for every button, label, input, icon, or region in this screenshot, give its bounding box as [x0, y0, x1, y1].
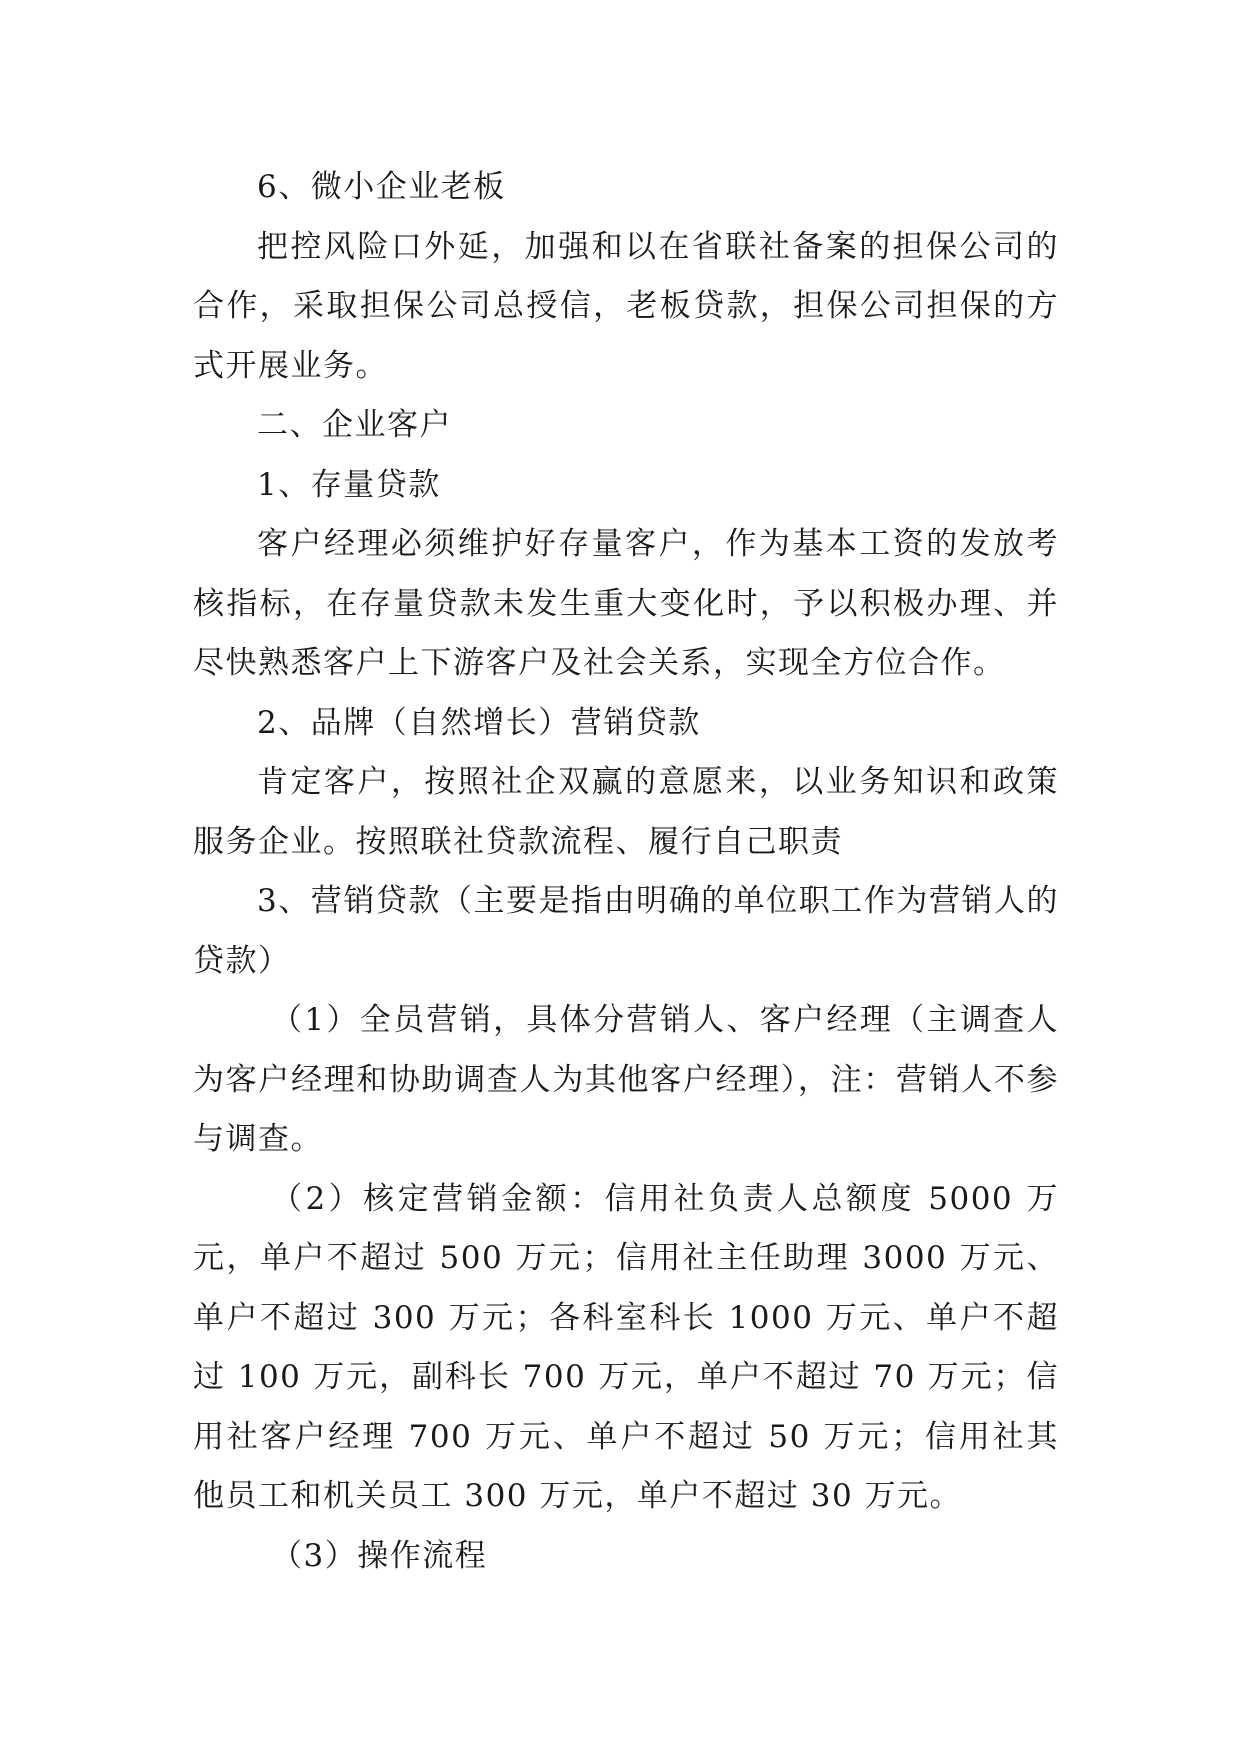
heading-brand-marketing-loans: 2、品牌（自然增长）营销贷款	[257, 704, 701, 741]
paragraph-existing-loans: 客户经理必须维护好存量客户，作为基本工资的发放考核指标，在存量贷款未发生重大变化时，予以积极办理、并尽快熟悉客户上下游客户及社会关系，实现全方位合作。	[193, 526, 1059, 681]
heading-existing-loans: 1、存量贷款	[257, 466, 441, 503]
heading-enterprise-clients: 二、企业客户	[257, 407, 452, 443]
paragraph-marketing-amounts: （2）核定营销金额：信用社负责人总额度 5000 万元，单户不超过 500 万元；信用社主任助理 3000 万元、单户不超过 300 万元；各科室科长 1000 万元、单户不超过 100 万元，副科长 700 万元，单户不超过 70 万元；信用社客户经理 700 万元、单户不超过 50 万元；信用社其他员工和机关员工 300 万元，单户不超过 30 万元。	[193, 1180, 1059, 1514]
paragraph-brand-marketing: 肯定客户，按照社企双赢的意愿来，以业务知识和政策服务企业。按照联社贷款流程、履行自己职责	[193, 764, 1059, 860]
paragraph-risk-control: 把控风险口外延，加强和以在省联社备案的担保公司的合作，采取担保公司总授信，老板贷款，担保公司担保的方式开展业务。	[193, 228, 1059, 384]
heading-marketing-loans: 3、营销贷款（主要是指由明确的单位职工作为营销人的贷款）	[193, 883, 1059, 979]
heading-micro-business-owner: 6、微小企业老板	[257, 169, 506, 205]
paragraph-all-staff-marketing: （1）全员营销，具体分营销人、客户经理（主调查人为客户经理和协助调查人为其他客户经理），注：营销人不参与调查。	[193, 1002, 1059, 1157]
document-body	[193, 158, 1059, 1586]
heading-operation-process: （3）操作流程	[271, 1537, 488, 1574]
